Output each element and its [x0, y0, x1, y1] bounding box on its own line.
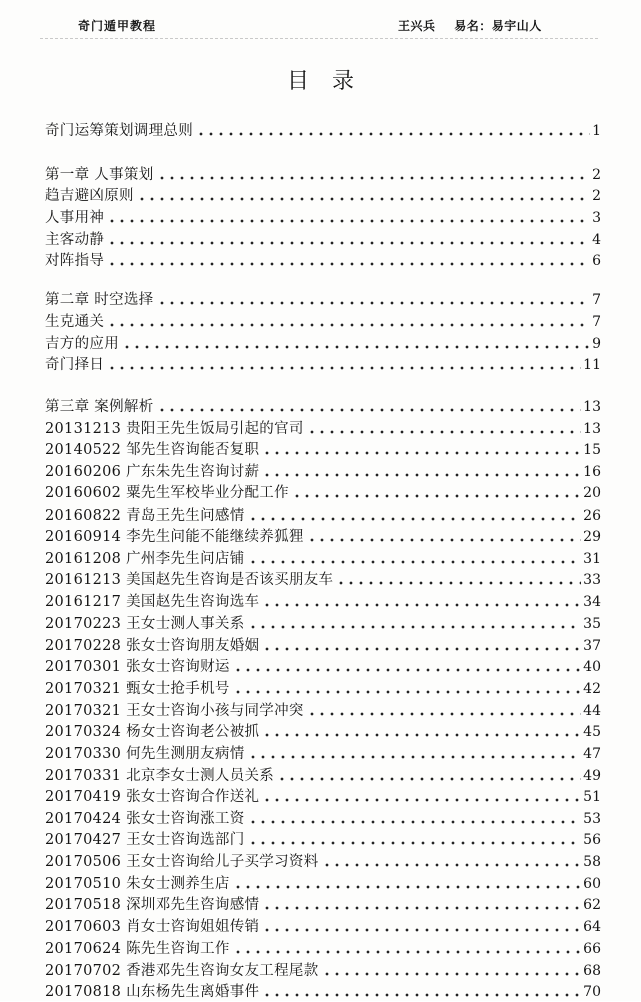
toc-entry [45, 636, 601, 656]
dot-leader [322, 972, 582, 976]
toc-entry-title: 20161213 美国赵先生咨询是否该买朋友车 [45, 572, 334, 588]
dot-leader [107, 219, 590, 223]
toc-entry-page: 37 [583, 638, 601, 654]
toc-entry [45, 852, 601, 872]
toc-entry-page: 2 [592, 188, 601, 204]
dot-leader [248, 841, 582, 845]
toc-entry-title: 20140522 邹先生咨询能否复职 [45, 442, 260, 458]
toc-entry [45, 549, 601, 569]
toc-entry-title: 20161217 美国赵先生咨询选车 [45, 594, 260, 610]
toc-entry-title: 20131213 贵阳王先生饭局引起的官司 [45, 421, 304, 437]
dot-leader [248, 755, 582, 759]
dot-leader [122, 345, 590, 349]
toc-entry-page: 31 [583, 551, 601, 567]
toc-entry [45, 895, 601, 915]
toc-entry-title: 20170228 张女士咨询朋友婚姻 [45, 638, 260, 654]
toc-entry-page: 2 [592, 167, 601, 183]
toc-entry [45, 208, 601, 228]
toc-entry-page: 40 [583, 659, 601, 675]
dot-leader [262, 473, 581, 477]
toc-entry [45, 290, 601, 310]
dot-leader [233, 690, 581, 694]
toc-entry-page: 7 [592, 292, 601, 308]
toc-entry-title: 20170301 张女士咨询财运 [45, 659, 230, 675]
toc-entry-title: 人事用神 [45, 210, 105, 226]
toc-entry-title: 20160602 粟先生军校毕业分配工作 [45, 485, 289, 501]
toc-title: 目 录 [287, 69, 362, 94]
toc-entry-page: 13 [583, 421, 601, 437]
dot-leader [248, 625, 582, 629]
toc-entry-page: 13 [583, 399, 601, 415]
toc-entry-title: 第三章 案例解析 [45, 399, 154, 415]
toc-entry [45, 506, 601, 526]
toc-entry-page: 53 [583, 811, 601, 827]
toc-entry-title: 20170518 深圳邓先生咨询感情 [45, 897, 260, 913]
toc-entry-page: 20 [583, 485, 601, 501]
toc-entry-title: 20170321 甄女士抢手机号 [45, 681, 230, 697]
dot-leader [307, 538, 581, 542]
toc-entry-page: 7 [592, 314, 601, 330]
dot-leader [196, 132, 590, 136]
toc-entry-title: 20170510 朱女士测养生店 [45, 876, 230, 892]
toc-entry-title: 第二章 时空选择 [45, 292, 154, 308]
toc-entry-page: 47 [583, 746, 601, 762]
toc-entry-page: 29 [583, 529, 601, 545]
toc-entry-title: 20170424 张女士咨询涨工资 [45, 811, 245, 827]
toc-entry-page: 66 [583, 941, 601, 957]
toc-entry-page: 15 [583, 442, 601, 458]
toc-entry-title: 20170702 香港邓先生咨询女友工程尾款 [45, 963, 319, 979]
toc-entry-title: 趋吉避凶原则 [45, 188, 134, 204]
toc-entry-page: 42 [583, 681, 601, 697]
toc-entry [45, 961, 601, 981]
toc-entry-title: 20170818 山东杨先生离婚事件 [45, 984, 260, 1000]
toc-entry-page: 33 [583, 572, 601, 588]
toc-entry [45, 614, 601, 634]
dot-leader [233, 885, 581, 889]
toc-entry [45, 334, 601, 354]
dot-leader [262, 451, 581, 455]
toc-entry-page: 45 [583, 724, 601, 740]
toc-entry [45, 419, 601, 439]
toc-entry-page: 9 [592, 336, 601, 352]
toc-entry [45, 592, 601, 612]
toc-entry-page: 16 [583, 464, 601, 480]
dot-leader [107, 323, 590, 327]
toc-entry [45, 462, 601, 482]
toc-entry-title: 20170427 王女士咨询选部门 [45, 832, 245, 848]
toc-entry [45, 657, 601, 677]
toc-entry [45, 701, 601, 721]
toc-entry-page: 35 [583, 616, 601, 632]
dot-leader [307, 430, 581, 434]
toc-entry-page: 64 [583, 919, 601, 935]
toc-entry [45, 570, 601, 590]
toc-entry-title: 20170330 何先生测朋友病情 [45, 746, 245, 762]
toc-entry-page: 11 [583, 357, 601, 373]
toc-entry-title: 生克通关 [45, 314, 105, 330]
dot-leader [262, 993, 581, 997]
toc-entry-title: 20160914 李先生问能不能继续养狐狸 [45, 529, 304, 545]
toc-entry [45, 830, 601, 850]
toc-entry-title: 20170624 陈先生咨询工作 [45, 941, 230, 957]
dot-leader [157, 176, 591, 180]
dot-leader [137, 197, 590, 201]
dot-leader [262, 928, 581, 932]
toc-entry [45, 251, 601, 271]
toc-entry-title: 20170223 王女士测人事关系 [45, 616, 245, 632]
toc-entry-title: 20160822 青岛王先生问感情 [45, 508, 245, 524]
dot-leader [248, 560, 582, 564]
dot-leader [233, 950, 581, 954]
dot-leader [248, 820, 582, 824]
toc-entry [45, 355, 601, 375]
toc-entry-page: 51 [583, 789, 601, 805]
toc-entry-page: 70 [583, 984, 601, 1000]
toc-entry-title: 第一章 人事策划 [45, 167, 154, 183]
toc-entry-page: 58 [583, 854, 601, 870]
toc-entry-title: 20170331 北京李女士测人员关系 [45, 768, 275, 784]
toc-entry [45, 722, 601, 742]
toc-entry-page: 1 [592, 123, 601, 139]
toc-entry-title: 主客动静 [45, 232, 105, 248]
toc-entry [45, 397, 601, 417]
toc-entry [45, 917, 601, 937]
toc-entry-title: 对阵指导 [45, 253, 105, 269]
toc-entry-title: 奇门运筹策划调理总则 [45, 123, 193, 139]
toc-entry [45, 165, 601, 185]
toc-entry [45, 312, 601, 332]
toc-entry [45, 230, 601, 250]
toc-entry-title: 20161208 广州李先生问店铺 [45, 551, 245, 567]
toc-entry-title: 20170603 肖女士咨询姐姐传销 [45, 919, 260, 935]
toc-entry-page: 68 [583, 963, 601, 979]
dot-leader [107, 366, 581, 370]
toc-entry-page: 34 [583, 594, 601, 610]
toc-entry-title: 20160206 广东朱先生咨询讨薪 [45, 464, 260, 480]
toc-entry-title: 奇门择日 [45, 357, 105, 373]
toc-entry [45, 874, 601, 894]
dot-leader [157, 408, 582, 412]
toc-entry-page: 6 [592, 253, 601, 269]
dot-leader [262, 603, 581, 607]
header-author: 王兴兵 易名：易宇山人 [398, 19, 542, 33]
toc-entry-page: 60 [583, 876, 601, 892]
dot-leader [262, 733, 581, 737]
toc-entry [45, 121, 601, 141]
header-book-title: 奇门遁甲教程 [78, 19, 157, 33]
toc-entry [45, 186, 601, 206]
dot-leader [262, 647, 581, 651]
dot-leader [322, 863, 582, 867]
dot-leader [307, 712, 581, 716]
toc-entry [45, 527, 601, 547]
toc-entry-page: 56 [583, 832, 601, 848]
dot-leader [107, 241, 590, 245]
toc-entry [45, 787, 601, 807]
toc-entry [45, 982, 601, 1002]
toc-entry-title: 20170419 张女士咨询合作送礼 [45, 789, 260, 805]
dot-leader [107, 262, 590, 266]
dot-leader [157, 301, 591, 305]
toc-entry [45, 939, 601, 959]
toc-entry [45, 766, 601, 786]
dot-leader [336, 581, 581, 585]
toc-entry-page: 44 [583, 703, 601, 719]
dot-leader [262, 906, 581, 910]
dot-leader [262, 798, 581, 802]
dot-leader [248, 517, 582, 521]
toc-entry-page: 3 [592, 210, 601, 226]
toc-entry [45, 679, 601, 699]
toc-entry [45, 483, 601, 503]
dot-leader [277, 777, 581, 781]
toc-entry-title: 20170506 王女士咨询给儿子买学习资料 [45, 854, 319, 870]
dot-leader [233, 668, 581, 672]
toc-entry-title: 20170324 杨女士咨询老公被抓 [45, 724, 260, 740]
toc-entry [45, 809, 601, 829]
toc-entry-page: 49 [583, 768, 601, 784]
dot-leader [292, 494, 581, 498]
toc-entry [45, 440, 601, 460]
toc-entry [45, 744, 601, 764]
toc-entry-page: 26 [583, 508, 601, 524]
toc-entry-page: 4 [592, 232, 601, 248]
toc-entry-title: 20170321 王女士咨询小孩与同学冲突 [45, 703, 304, 719]
toc-entry-title: 吉方的应用 [45, 336, 119, 352]
toc-entry-page: 62 [583, 897, 601, 913]
